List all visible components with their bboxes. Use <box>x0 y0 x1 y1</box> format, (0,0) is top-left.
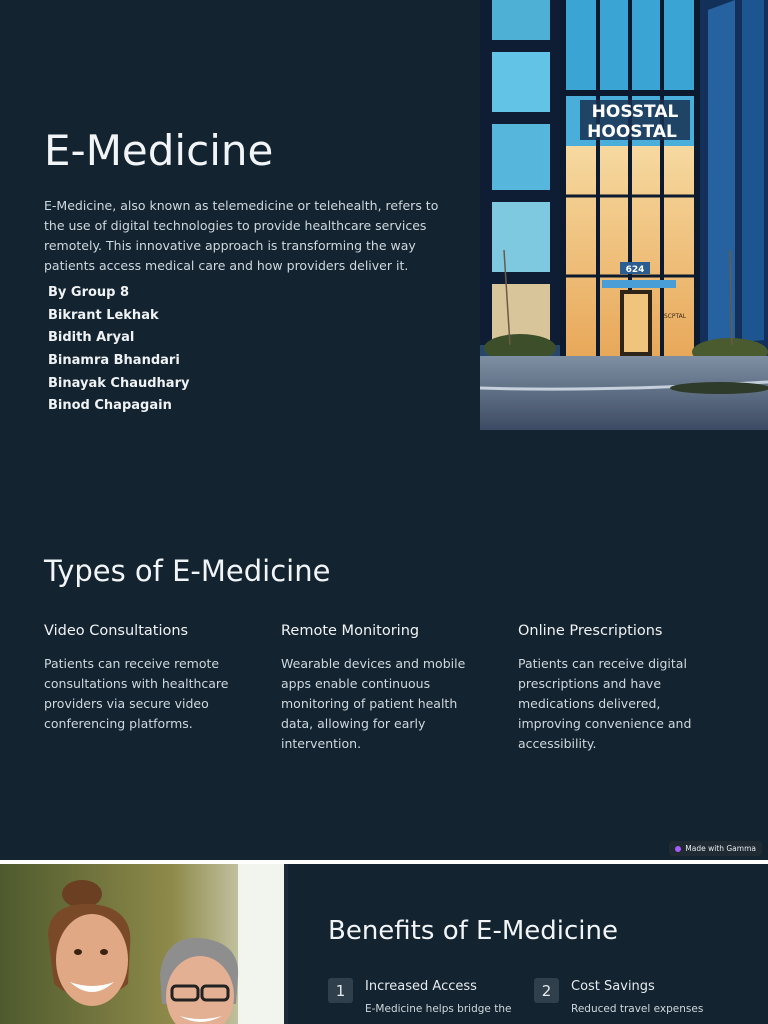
doctors-photo-image <box>0 864 288 1024</box>
author-list-item: Binayak Chaudhary <box>48 375 190 391</box>
intro-description: E-Medicine, also known as telemedicine or telehealth, refers to the use of digital technologies to provide healthcare services remotely. This innovative approach is transforming the way patients access medical care and how providers deliver it. <box>44 198 439 273</box>
types-slide <box>0 430 768 860</box>
type-card-heading: Video Consultations <box>44 623 189 639</box>
badge-label: Made with Gamma <box>685 844 756 853</box>
author-list-item: Bikrant Lekhak <box>48 307 159 323</box>
benefit-item-access <box>328 978 515 1015</box>
door-number: 624 <box>625 265 645 275</box>
types-title: Types of E-Medicine <box>44 554 331 588</box>
type-card-body: Patients can receive remote consultations with healthcare providers via secure video conferencing platforms. <box>44 656 229 731</box>
type-card-body: Patients can receive digital prescriptions and have medications delivered, improving convenience and accessibility. <box>518 656 692 751</box>
benefit-body: Reduced travel expenses <box>571 1003 704 1015</box>
author-list <box>48 284 189 420</box>
building-sign-line1: HOSSTAL <box>591 102 679 122</box>
side-sign: SCPTAL <box>663 313 687 320</box>
type-card-prescriptions <box>518 622 718 754</box>
type-card-heading: Remote Monitoring <box>281 623 420 639</box>
intro-slide <box>0 0 768 430</box>
type-card-body: Wearable devices and mobile apps enable continuous monitoring of patient health data, allowing for early intervention. <box>281 656 466 751</box>
type-card-heading: Online Prescriptions <box>518 623 663 639</box>
benefit-item-cost <box>534 978 721 1015</box>
benefit-number: 1 <box>328 978 353 1003</box>
benefit-body: E-Medicine helps bridge the <box>365 1003 512 1015</box>
made-with-gamma-badge[interactable] <box>669 841 762 856</box>
author-list-item: Binod Chapagain <box>48 398 172 414</box>
gamma-logo-icon <box>675 846 681 852</box>
author-list-item: Binamra Bhandari <box>48 353 180 369</box>
type-card-monitoring <box>281 622 481 754</box>
benefits-title: Benefits of E-Medicine <box>328 916 618 946</box>
benefit-heading: Increased Access <box>365 979 477 994</box>
benefit-number: 2 <box>534 978 559 1003</box>
benefit-heading: Cost Savings <box>571 979 655 994</box>
building-sign-line2: HOOSTAL <box>587 122 677 142</box>
benefits-slide <box>0 864 768 1024</box>
type-card-video <box>44 622 244 734</box>
hospital-building-image <box>480 0 768 430</box>
author-list-item: By Group 8 <box>48 285 130 300</box>
author-list-item: Bidith Aryal <box>48 330 135 346</box>
page-title: E-Medicine <box>44 126 274 175</box>
